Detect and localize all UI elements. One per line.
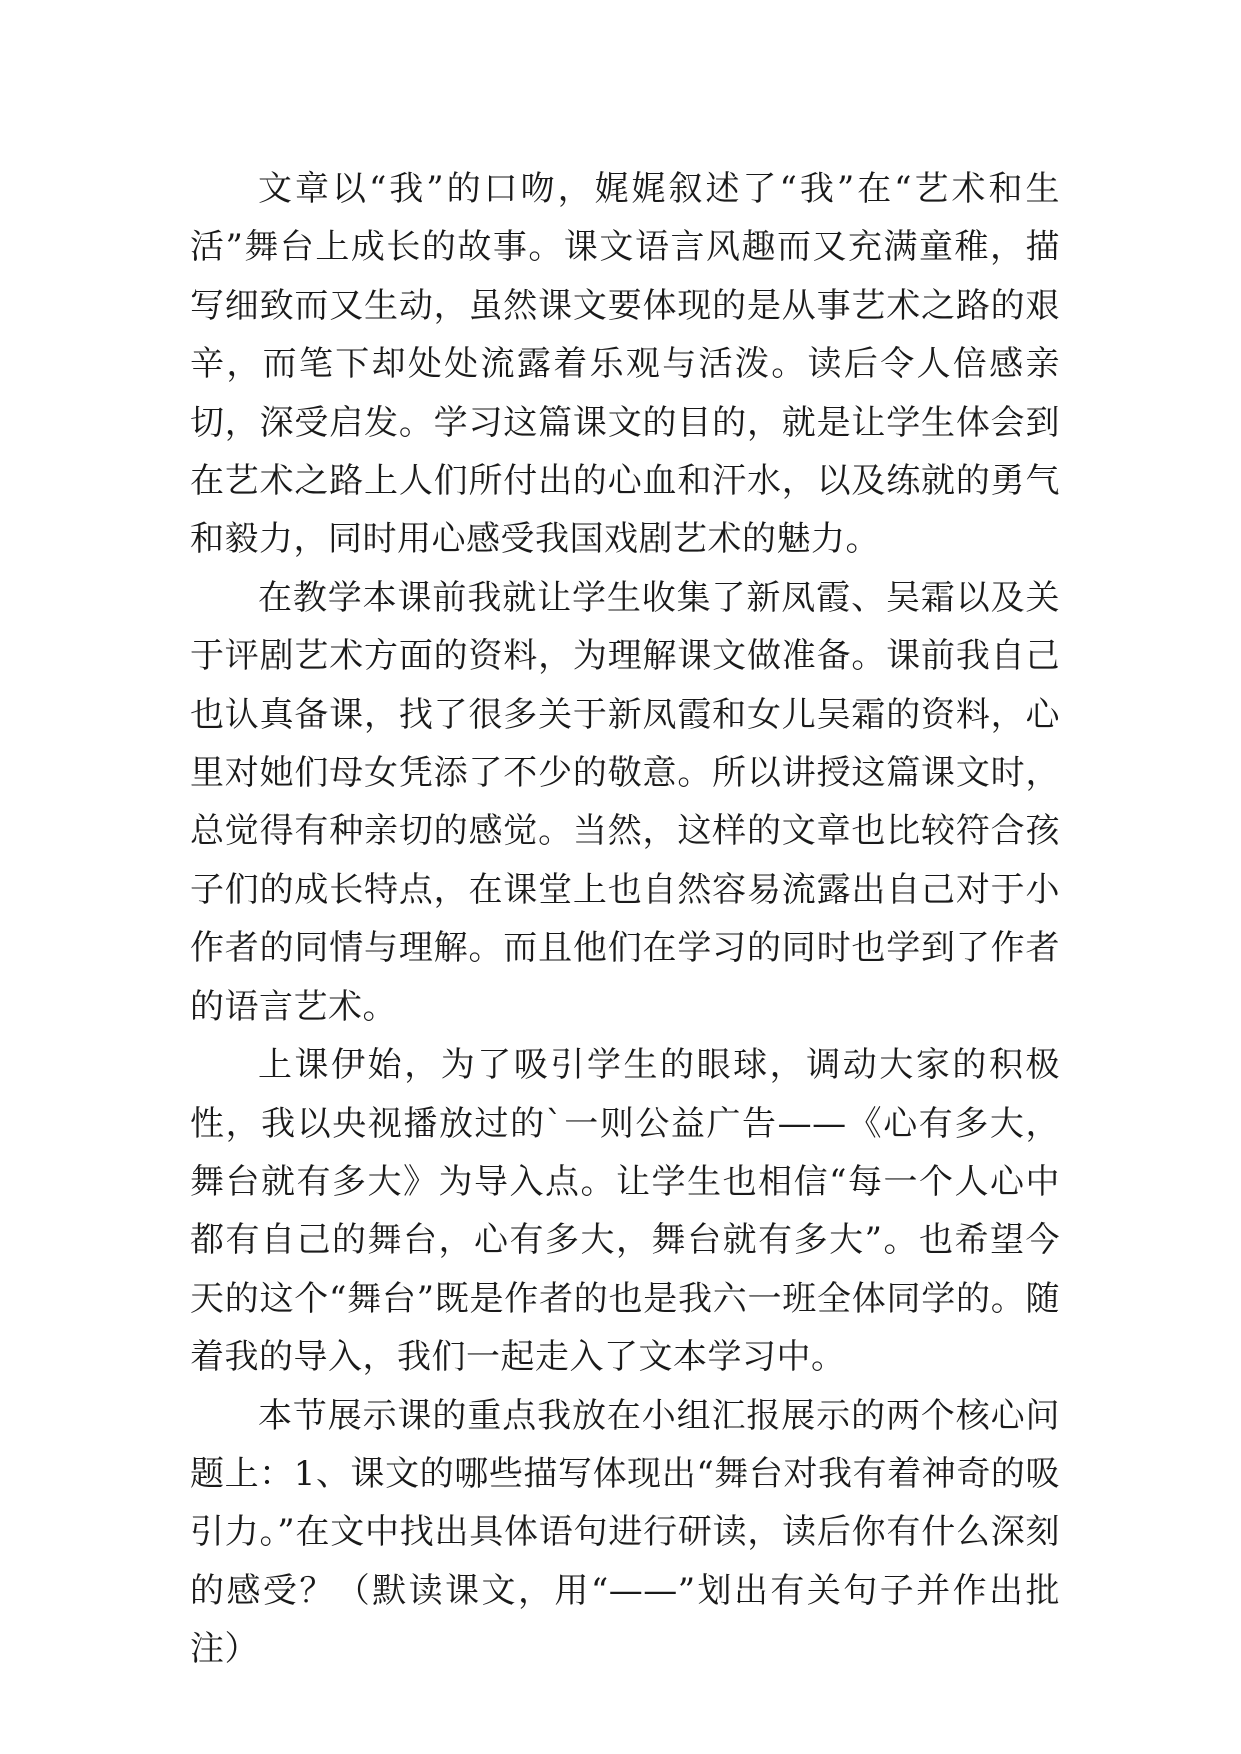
paragraph-1: 文章以“我”的口吻，娓娓叙述了“我”在“艺术和生活”舞台上成长的故事。课文语言风趣而又充满童稚，描写细致而又生动，虽然课文要体现的是从事艺术之路的艰辛，而笔下却处处流露着乐观与活泼。读后令人倍感亲切，深受启发。学习这篇课文的目的，就是让学生体会到在艺术之路上人们所付出的心血和汗水，以及练就的勇气和毅力，同时用心感受我国戏剧艺术的魅力。 <box>190 169 1060 560</box>
paragraph-4: 本节展示课的重点我放在小组汇报展示的两个核心问题上：1、课文的哪些描写体现出“舞台对我有着神奇的吸引力。”在文中找出具体语句进行研读，读后你有什么深刻的感受？（默读课文，用“——”划出有关句子并作出批注） <box>190 1395 1060 1670</box>
document-page <box>190 160 1060 1679</box>
paragraph-2: 在教学本课前我就让学生收集了新凤霞、吴霜以及关于评剧艺术方面的资料，为理解课文做准备。课前我自己也认真备课，找了很多关于新凤霞和女儿吴霜的资料，心里对她们母女凭添了不少的敬意。所以讲授这篇课文时，总觉得有种亲切的感觉。当然，这样的文章也比较符合孩子们的成长特点，在课堂上也自然容易流露出自己对于小作者的同情与理解。而且他们在学习的同时也学到了作者的语言艺术。 <box>190 577 1060 1027</box>
paragraph-3: 上课伊始，为了吸引学生的眼球，调动大家的积极性，我以央视播放过的`一则公益广告——《心有多大，舞台就有多大》为导入点。让学生也相信“每一个人心中都有自己的舞台，心有多大，舞台就有多大”。也希望今天的这个“舞台”既是作者的也是我六一班全体同学的。随着我的导入，我们一起走入了文本学习中。 <box>190 1045 1060 1378</box>
